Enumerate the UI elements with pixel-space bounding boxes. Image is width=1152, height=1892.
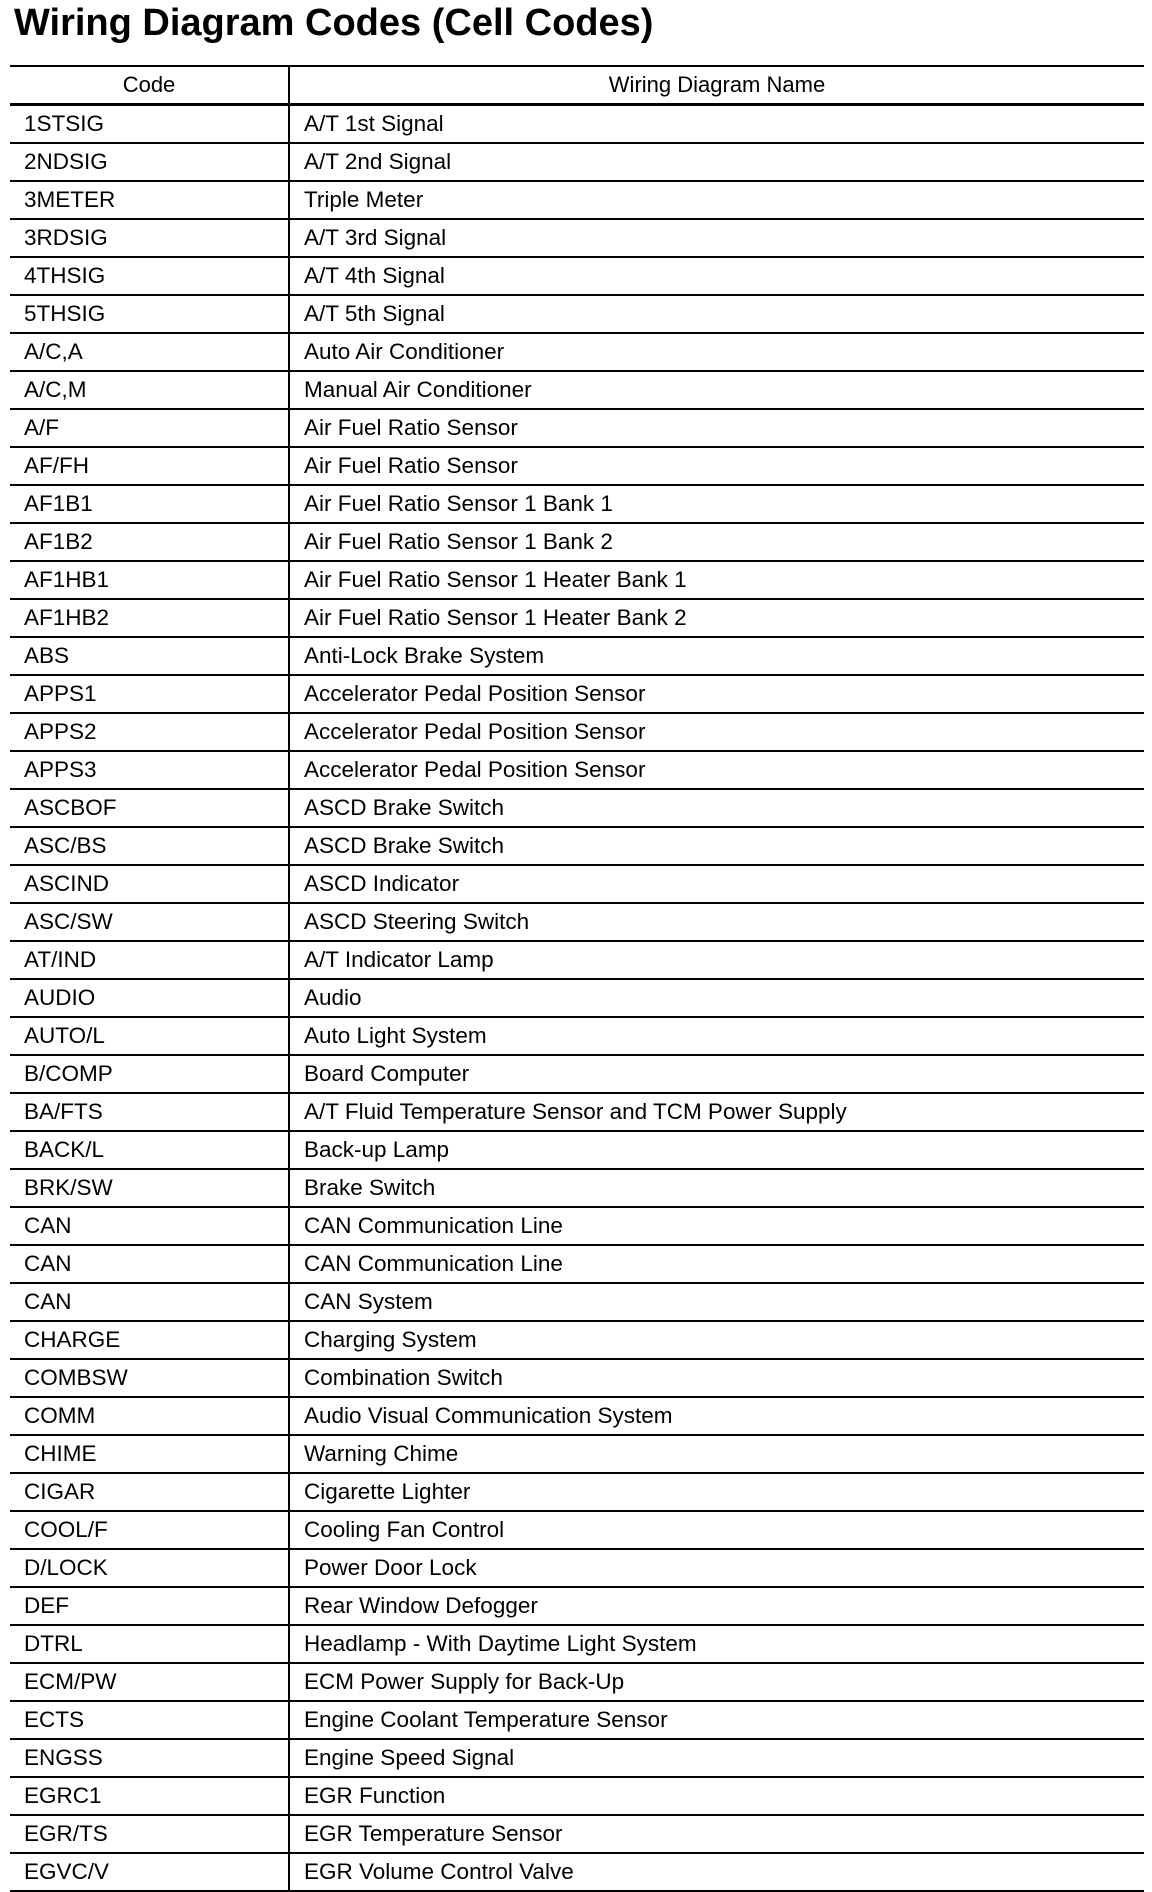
diagram-name-cell: Accelerator Pedal Position Sensor [289, 713, 1144, 751]
table-row [10, 181, 1144, 219]
diagram-name-cell: CAN System [289, 1283, 1144, 1321]
code-cell: A/C,M [10, 371, 289, 409]
code-cell: B/COMP [10, 1055, 289, 1093]
code-cell: ASCBOF [10, 789, 289, 827]
code-cell: A/F [10, 409, 289, 447]
diagram-name-cell: Engine Coolant Temperature Sensor [289, 1701, 1144, 1739]
table-header-row [10, 66, 1144, 105]
table-row [10, 295, 1144, 333]
table-body [10, 105, 1144, 1892]
code-cell: 2NDSIG [10, 143, 289, 181]
table-row [10, 713, 1144, 751]
diagram-name-cell: Rear Window Defogger [289, 1587, 1144, 1625]
table-row [10, 1701, 1144, 1739]
table-row [10, 1853, 1144, 1891]
table-row [10, 1207, 1144, 1245]
code-cell: COMM [10, 1397, 289, 1435]
diagram-name-cell: ASCD Indicator [289, 865, 1144, 903]
diagram-name-cell: A/T 3rd Signal [289, 219, 1144, 257]
code-cell: ASC/BS [10, 827, 289, 865]
diagram-name-cell: Cooling Fan Control [289, 1511, 1144, 1549]
table-row [10, 903, 1144, 941]
code-cell: 5THSIG [10, 295, 289, 333]
column-header-name: Wiring Diagram Name [289, 66, 1144, 105]
wiring-codes-table [10, 65, 1144, 1892]
table-row [10, 1435, 1144, 1473]
diagram-name-cell: Air Fuel Ratio Sensor 1 Heater Bank 2 [289, 599, 1144, 637]
code-cell: CAN [10, 1283, 289, 1321]
diagram-name-cell: ECM Power Supply for Back-Up [289, 1663, 1144, 1701]
diagram-name-cell: Air Fuel Ratio Sensor [289, 447, 1144, 485]
page-title: Wiring Diagram Codes (Cell Codes) [14, 2, 654, 44]
table-row [10, 409, 1144, 447]
table-row [10, 1093, 1144, 1131]
code-cell: APPS3 [10, 751, 289, 789]
diagram-name-cell: EGR Volume Control Valve [289, 1853, 1144, 1891]
table-row [10, 105, 1144, 144]
code-cell: BACK/L [10, 1131, 289, 1169]
diagram-name-cell: Air Fuel Ratio Sensor [289, 409, 1144, 447]
table-row [10, 1625, 1144, 1663]
table-row [10, 941, 1144, 979]
code-cell: ABS [10, 637, 289, 675]
code-cell: A/C,A [10, 333, 289, 371]
table-row [10, 1663, 1144, 1701]
code-cell: AF1B1 [10, 485, 289, 523]
diagram-name-cell: EGR Function [289, 1777, 1144, 1815]
diagram-name-cell: Air Fuel Ratio Sensor 1 Bank 1 [289, 485, 1144, 523]
code-cell: 3METER [10, 181, 289, 219]
table-row [10, 1473, 1144, 1511]
code-cell: 3RDSIG [10, 219, 289, 257]
code-cell: EGRC1 [10, 1777, 289, 1815]
table-row [10, 751, 1144, 789]
diagram-name-cell: Audio Visual Communication System [289, 1397, 1144, 1435]
table-row [10, 1587, 1144, 1625]
code-cell: CHARGE [10, 1321, 289, 1359]
diagram-name-cell: Anti-Lock Brake System [289, 637, 1144, 675]
diagram-name-cell: Auto Air Conditioner [289, 333, 1144, 371]
table-row [10, 1321, 1144, 1359]
table-row [10, 637, 1144, 675]
table-row [10, 1245, 1144, 1283]
table-row [10, 447, 1144, 485]
table-row [10, 1131, 1144, 1169]
code-cell: ASCIND [10, 865, 289, 903]
table-row [10, 1815, 1144, 1853]
diagram-name-cell: Air Fuel Ratio Sensor 1 Heater Bank 1 [289, 561, 1144, 599]
code-cell: AF/FH [10, 447, 289, 485]
diagram-name-cell: Back-up Lamp [289, 1131, 1144, 1169]
code-cell: AUDIO [10, 979, 289, 1017]
table-row [10, 143, 1144, 181]
code-cell: APPS2 [10, 713, 289, 751]
table-row [10, 1169, 1144, 1207]
diagram-name-cell: Brake Switch [289, 1169, 1144, 1207]
table-row [10, 561, 1144, 599]
diagram-name-cell: Auto Light System [289, 1017, 1144, 1055]
diagram-name-cell: ASCD Brake Switch [289, 827, 1144, 865]
code-cell: 4THSIG [10, 257, 289, 295]
diagram-name-cell: Combination Switch [289, 1359, 1144, 1397]
diagram-name-cell: ASCD Brake Switch [289, 789, 1144, 827]
table-row [10, 1017, 1144, 1055]
diagram-name-cell: Charging System [289, 1321, 1144, 1359]
code-cell: CAN [10, 1245, 289, 1283]
code-cell: ECM/PW [10, 1663, 289, 1701]
table-row [10, 1397, 1144, 1435]
code-cell: CAN [10, 1207, 289, 1245]
table-row [10, 599, 1144, 637]
table-row [10, 979, 1144, 1017]
diagram-name-cell: A/T 4th Signal [289, 257, 1144, 295]
diagram-name-cell: A/T 5th Signal [289, 295, 1144, 333]
table-row [10, 219, 1144, 257]
table-row [10, 827, 1144, 865]
diagram-name-cell: CAN Communication Line [289, 1245, 1144, 1283]
diagram-name-cell: CAN Communication Line [289, 1207, 1144, 1245]
code-cell: DEF [10, 1587, 289, 1625]
diagram-name-cell: Triple Meter [289, 181, 1144, 219]
code-cell: APPS1 [10, 675, 289, 713]
code-cell: BRK/SW [10, 1169, 289, 1207]
table-row [10, 1739, 1144, 1777]
diagram-name-cell: A/T 1st Signal [289, 105, 1144, 144]
code-cell: EGR/TS [10, 1815, 289, 1853]
diagram-name-cell: A/T Fluid Temperature Sensor and TCM Power Supply [289, 1093, 1144, 1131]
table-row [10, 1283, 1144, 1321]
code-cell: EGVC/V [10, 1853, 289, 1891]
code-cell: 1STSIG [10, 105, 289, 144]
code-cell: ECTS [10, 1701, 289, 1739]
diagram-name-cell: Manual Air Conditioner [289, 371, 1144, 409]
code-cell: D/LOCK [10, 1549, 289, 1587]
code-cell: AF1HB1 [10, 561, 289, 599]
table-row [10, 865, 1144, 903]
diagram-name-cell: Board Computer [289, 1055, 1144, 1093]
diagram-name-cell: Accelerator Pedal Position Sensor [289, 675, 1144, 713]
code-cell: CHIME [10, 1435, 289, 1473]
table-row [10, 257, 1144, 295]
diagram-name-cell: Power Door Lock [289, 1549, 1144, 1587]
diagram-name-cell: A/T 2nd Signal [289, 143, 1144, 181]
code-cell: AF1B2 [10, 523, 289, 561]
table-row [10, 523, 1144, 561]
diagram-name-cell: Engine Speed Signal [289, 1739, 1144, 1777]
diagram-name-cell: Air Fuel Ratio Sensor 1 Bank 2 [289, 523, 1144, 561]
code-cell: AF1HB2 [10, 599, 289, 637]
diagram-name-cell: Warning Chime [289, 1435, 1144, 1473]
table-row [10, 485, 1144, 523]
code-cell: BA/FTS [10, 1093, 289, 1131]
code-cell: ENGSS [10, 1739, 289, 1777]
code-cell: AUTO/L [10, 1017, 289, 1055]
code-cell: DTRL [10, 1625, 289, 1663]
diagram-name-cell: EGR Temperature Sensor [289, 1815, 1144, 1853]
code-cell: COOL/F [10, 1511, 289, 1549]
diagram-name-cell: Headlamp - With Daytime Light System [289, 1625, 1144, 1663]
table-row [10, 333, 1144, 371]
table-row [10, 1055, 1144, 1093]
diagram-name-cell: Audio [289, 979, 1144, 1017]
table-row [10, 789, 1144, 827]
table-row [10, 1549, 1144, 1587]
diagram-name-cell: Accelerator Pedal Position Sensor [289, 751, 1144, 789]
code-cell: COMBSW [10, 1359, 289, 1397]
table-row [10, 1359, 1144, 1397]
table-row [10, 371, 1144, 409]
diagram-name-cell: ASCD Steering Switch [289, 903, 1144, 941]
code-cell: ASC/SW [10, 903, 289, 941]
table-row [10, 1511, 1144, 1549]
table-row [10, 675, 1144, 713]
diagram-name-cell: A/T Indicator Lamp [289, 941, 1144, 979]
code-cell: CIGAR [10, 1473, 289, 1511]
diagram-name-cell: Cigarette Lighter [289, 1473, 1144, 1511]
column-header-code: Code [10, 66, 289, 105]
table-row [10, 1777, 1144, 1815]
code-cell: AT/IND [10, 941, 289, 979]
